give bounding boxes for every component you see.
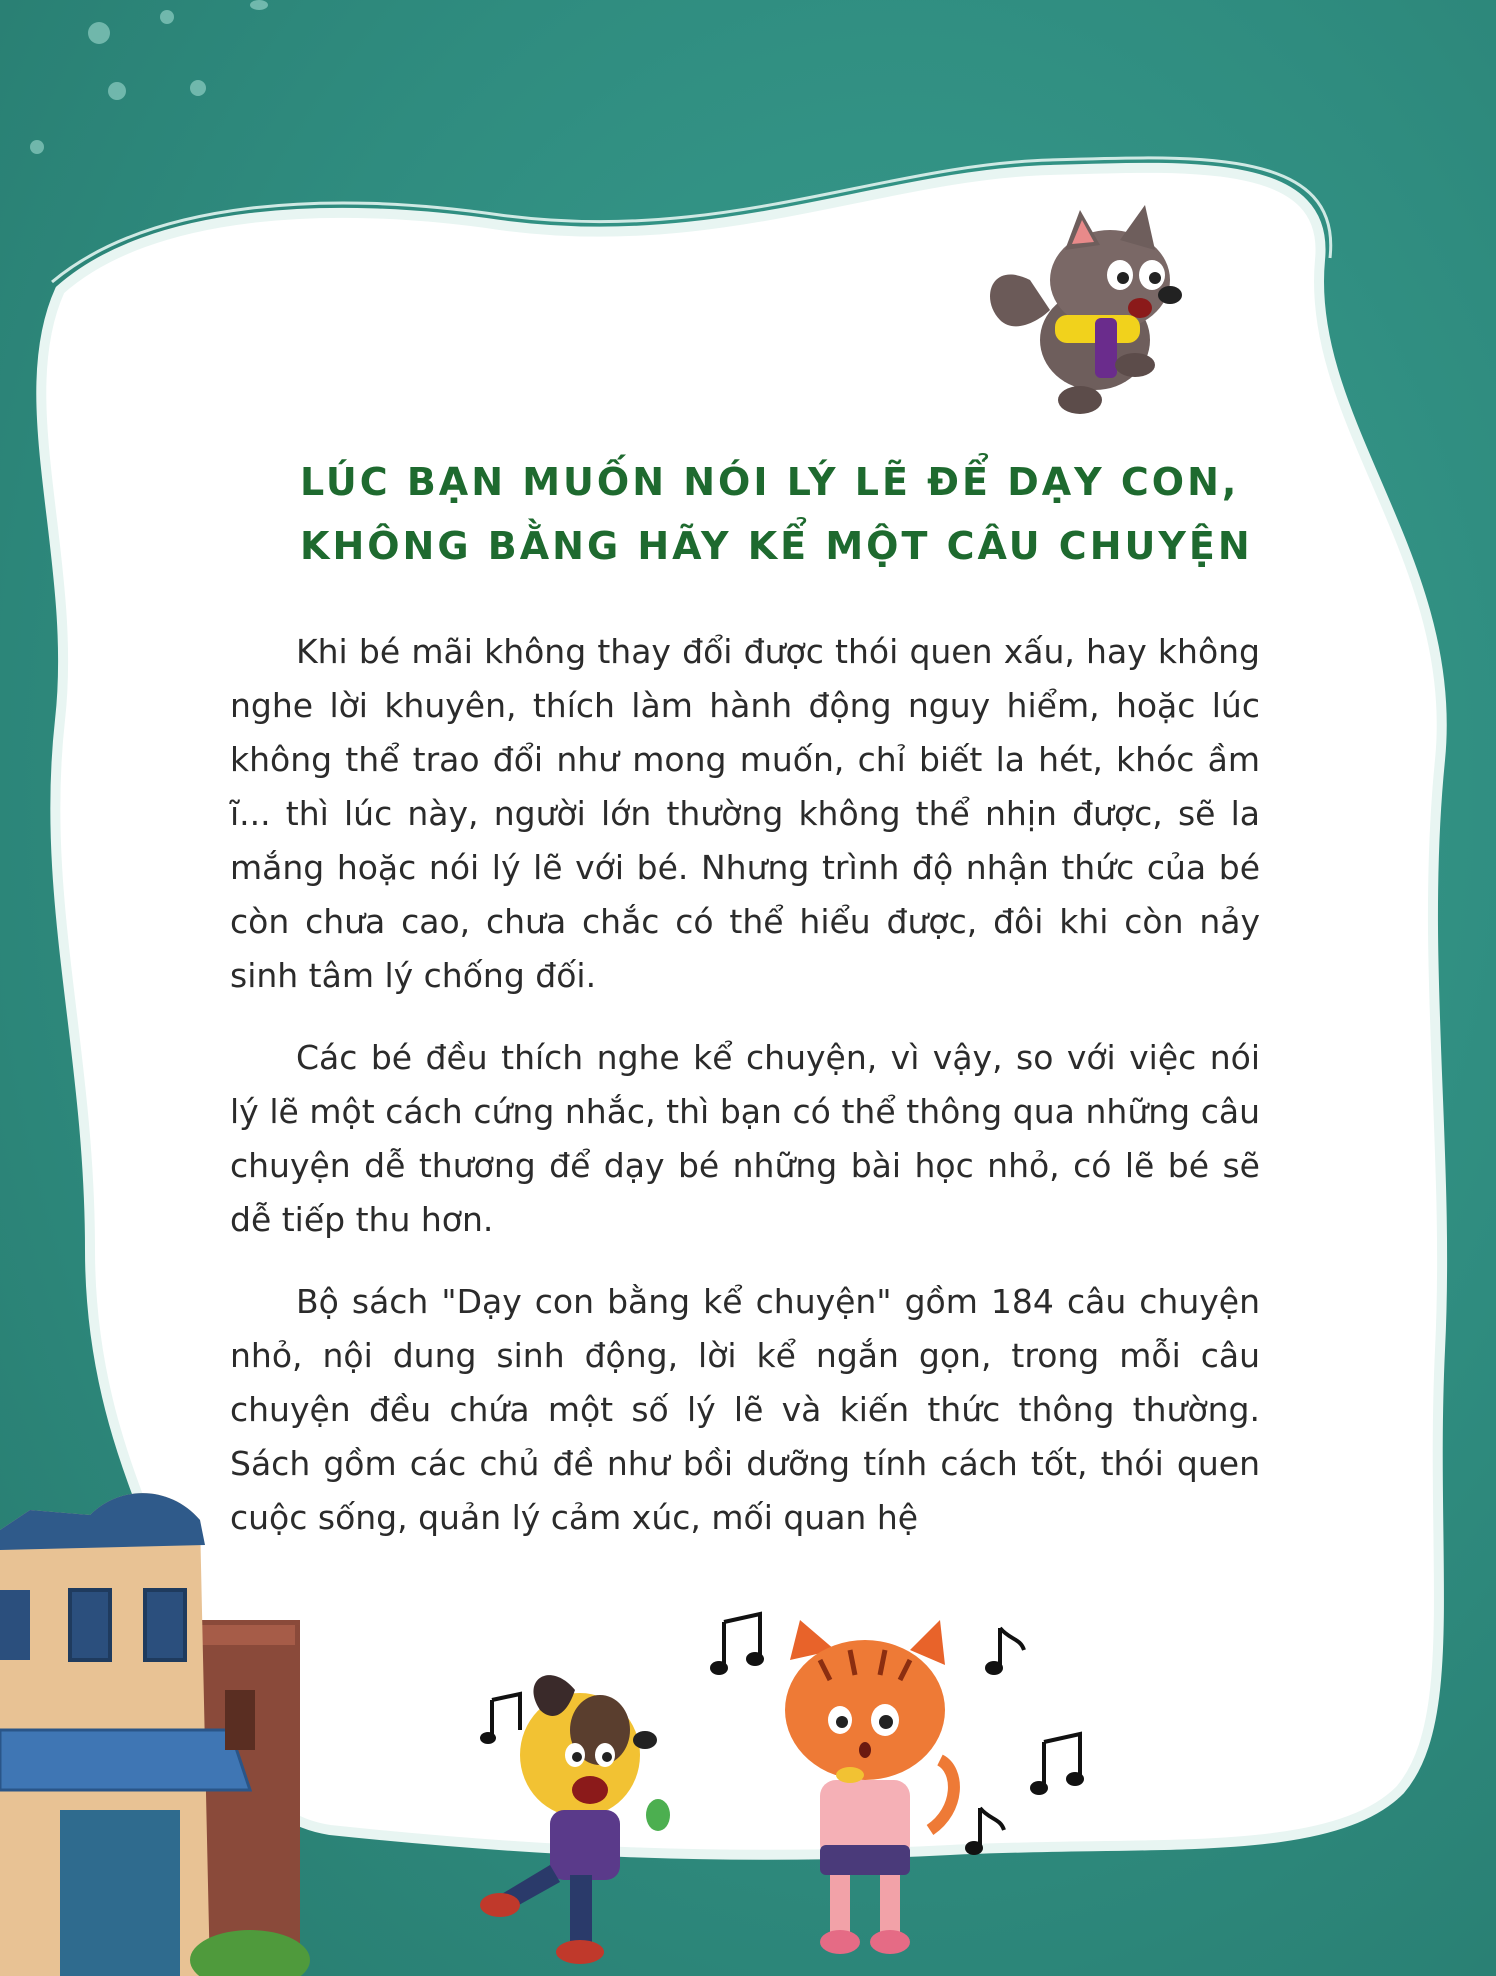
decor-dot — [190, 80, 206, 96]
music-note-icon — [1030, 1730, 1090, 1800]
music-note-icon — [710, 1610, 770, 1680]
building-illustration — [0, 1490, 330, 1976]
title-line-1: LÚC BẠN MUỐN NÓI LÝ LẼ ĐỂ DẠY CON, — [300, 460, 1240, 504]
music-note-icon — [480, 1690, 530, 1750]
paragraph: Khi bé mãi không thay đổi được thói quen xấu, hay không nghe lời khuyên, thích làm hành động nguy hiểm, hoặc lúc không thể trao đổi như mong muốn, chỉ biết la hét, khóc ầm ĩ... thì lúc này, người lớn thường không thể nhịn được, sẽ la mắng hoặc nói lý lẽ với bé. Nhưng trình độ nhận thức của bé còn chưa cao, chưa chắc có thể hiểu được, đôi khi còn nảy sinh tâm lý chống đối. — [230, 632, 1260, 995]
page-title — [300, 450, 1253, 578]
decor-dot — [88, 22, 110, 44]
paragraph: Bộ sách "Dạy con bằng kể chuyện" gồm 184 câu chuyện nhỏ, nội dung sinh động, lời kể ngắn gọn, trong mỗi câu chuyện đều chứa một số lý lẽ và kiến thức thông thường. Sách gồm các chủ đề như bồi dưỡng tính cách tốt, thói quen cuộc sống, quản lý cảm xúc, mối quan hệ — [230, 1282, 1260, 1537]
body-text — [230, 625, 1260, 1573]
title-line-2: KHÔNG BẰNG HÃY KỂ MỘT CÂU CHUYỆN — [300, 524, 1253, 568]
decor-dot — [250, 0, 268, 10]
music-note-icon — [980, 1620, 1030, 1680]
decor-dot — [30, 140, 44, 154]
cat-illustration — [760, 1620, 990, 1970]
paragraph: Các bé đều thích nghe kể chuyện, vì vậy, so với việc nói lý lẽ một cách cứng nhắc, thì bạn có thể thông qua những câu chuyện dễ thương để dạy bé những bài học nhỏ, có lẽ bé sẽ dễ tiếp thu hơn. — [230, 1038, 1260, 1239]
decor-dot — [160, 10, 174, 24]
wolf-illustration — [970, 200, 1230, 430]
music-note-icon — [960, 1800, 1010, 1860]
decor-dot — [108, 82, 126, 100]
